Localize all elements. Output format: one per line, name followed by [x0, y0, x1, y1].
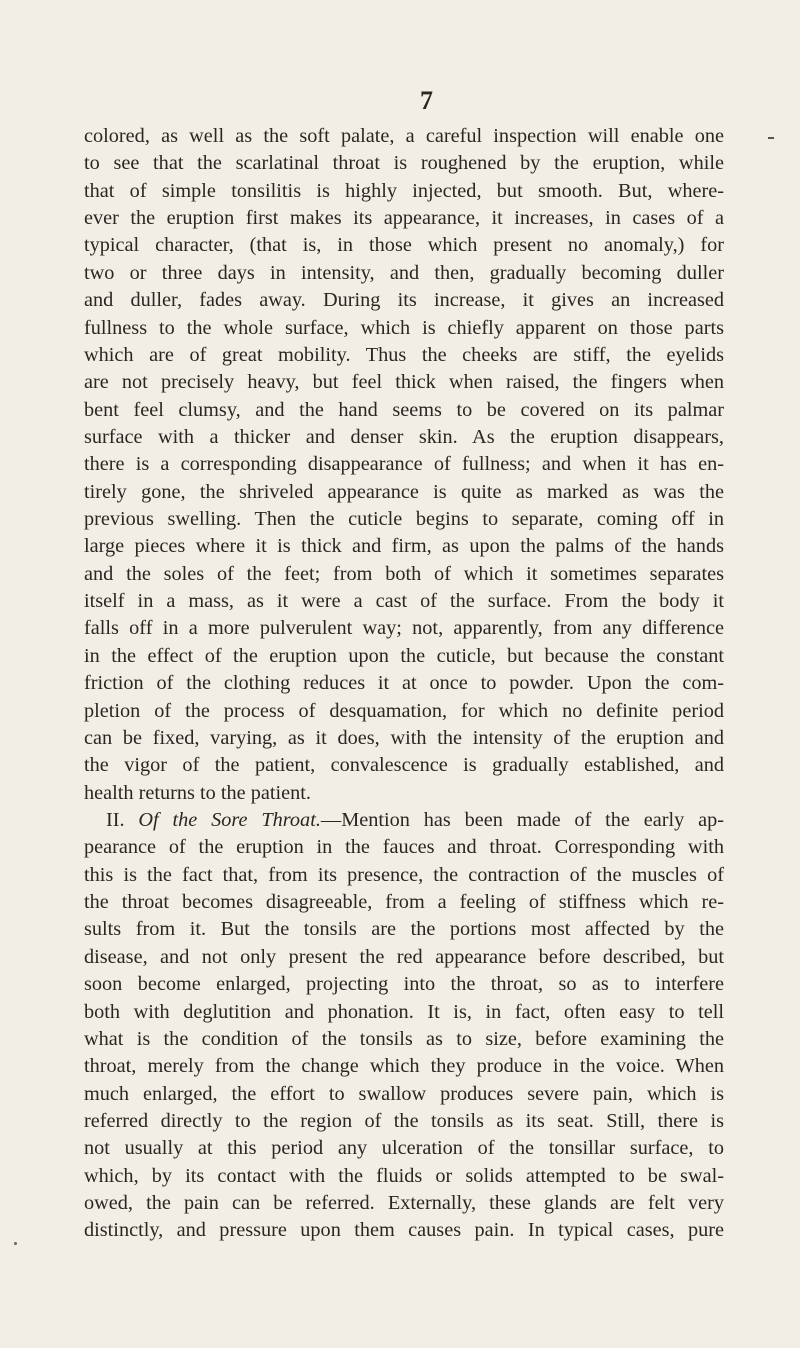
section-numeral: II.: [106, 808, 125, 831]
text-line: colored, as well as the soft palate, a careful inspection will enable one: [84, 125, 724, 147]
text-line: that of simple tonsilitis is highly injected, but smooth. But, where-: [84, 179, 724, 202]
text-line: the throat becomes disagreeable, from a feeling of stiffness which re-: [84, 891, 724, 914]
text-line: much enlarged, the effort to swallow produces severe pain, which is: [84, 1082, 724, 1105]
text-line: are not precisely heavy, but feel thick when raised, the fingers when: [84, 371, 724, 394]
text-line: both with deglutition and phonation. It is, in fact, often easy to tell: [84, 1000, 724, 1023]
section-first-line-rest: —Mention has been made of the early ap-: [320, 808, 724, 831]
text-line: health returns to the patient.: [84, 781, 311, 804]
text-line: and duller, fades away. During its increase, it gives an increased: [84, 289, 724, 312]
page-number: 7: [420, 86, 433, 115]
text-line: falls off in a more pulverulent way; not, apparently, from any difference: [84, 617, 724, 640]
text-line: surface with a thicker and denser skin. As the eruption disappears,: [84, 425, 724, 448]
text-line: can be fixed, varying, as it does, with the intensity of the eruption and: [84, 726, 724, 749]
text-line: not usually at this period any ulceration of the tonsillar surface, to: [84, 1137, 724, 1160]
text-line: typical character, (that is, in those which present no anomaly,) for: [84, 234, 724, 257]
text-line: referred directly to the region of the tonsils as its seat. Still, there is: [84, 1109, 724, 1132]
section-title: Of the Sore Throat.: [138, 808, 321, 831]
text-line: tirely gone, the shriveled appearance is quite as marked as was the: [84, 480, 724, 503]
text-line: throat, merely from the change which they produce in the voice. When: [84, 1055, 724, 1078]
section-heading-line: [84, 807, 724, 834]
text-line: pearance of the eruption in the fauces and throat. Corresponding with: [84, 836, 724, 859]
text-line: there is a corresponding disappearance of fullness; and when it has en-: [84, 453, 724, 476]
text-line: soon become enlarged, projecting into the throat, so as to interfere: [84, 973, 724, 996]
text-line: bent feel clumsy, and the hand seems to be covered on its palmar: [84, 398, 724, 421]
text-line: pletion of the process of desquamation, for which no definite period: [84, 699, 724, 722]
text-line: friction of the clothing reduces it at once to powder. Upon the com-: [84, 672, 724, 695]
text-line: the vigor of the patient, convalescence is gradually established, and: [84, 754, 724, 777]
margin-mark: [768, 137, 774, 139]
text-line: distinctly, and pressure upon them causes pain. In typical cases, pure: [84, 1219, 724, 1242]
text-line: sults from it. But the tonsils are the portions most affected by the: [84, 918, 724, 941]
text-line: previous swelling. Then the cuticle begins to separate, coming off in: [84, 508, 724, 531]
text-line: fullness to the whole surface, which is chiefly apparent on those parts: [84, 316, 724, 339]
text-line: which are of great mobility. Thus the cheeks are stiff, the eyelids: [84, 343, 724, 366]
page-speck: [14, 1242, 17, 1245]
text-line: ever the eruption first makes its appearance, it increases, in cases of a: [84, 207, 724, 230]
text-line: this is the fact that, from its presence, the contraction of the muscles of: [84, 863, 724, 886]
text-line: which, by its contact with the fluids or solids attempted to be swal-: [84, 1164, 724, 1187]
text-line: two or three days in intensity, and then, gradually becoming duller: [84, 261, 724, 284]
text-line: to see that the scarlatinal throat is roughened by the eruption, while: [84, 152, 724, 175]
text-line: and the soles of the feet; from both of which it sometimes separates: [84, 562, 724, 585]
text-line: disease, and not only present the red appearance before described, but: [84, 945, 724, 968]
text-line: in the effect of the eruption upon the cuticle, but because the constant: [84, 644, 724, 667]
text-line: large pieces where it is thick and firm, as upon the palms of the hands: [84, 535, 724, 558]
text-line: what is the condition of the tonsils as to size, before examining the: [84, 1027, 724, 1050]
text-line: itself in a mass, as it were a cast of the surface. From the body it: [84, 590, 724, 613]
body-text: [84, 123, 724, 1245]
text-line: owed, the pain can be referred. Externally, these glands are felt very: [84, 1192, 724, 1215]
